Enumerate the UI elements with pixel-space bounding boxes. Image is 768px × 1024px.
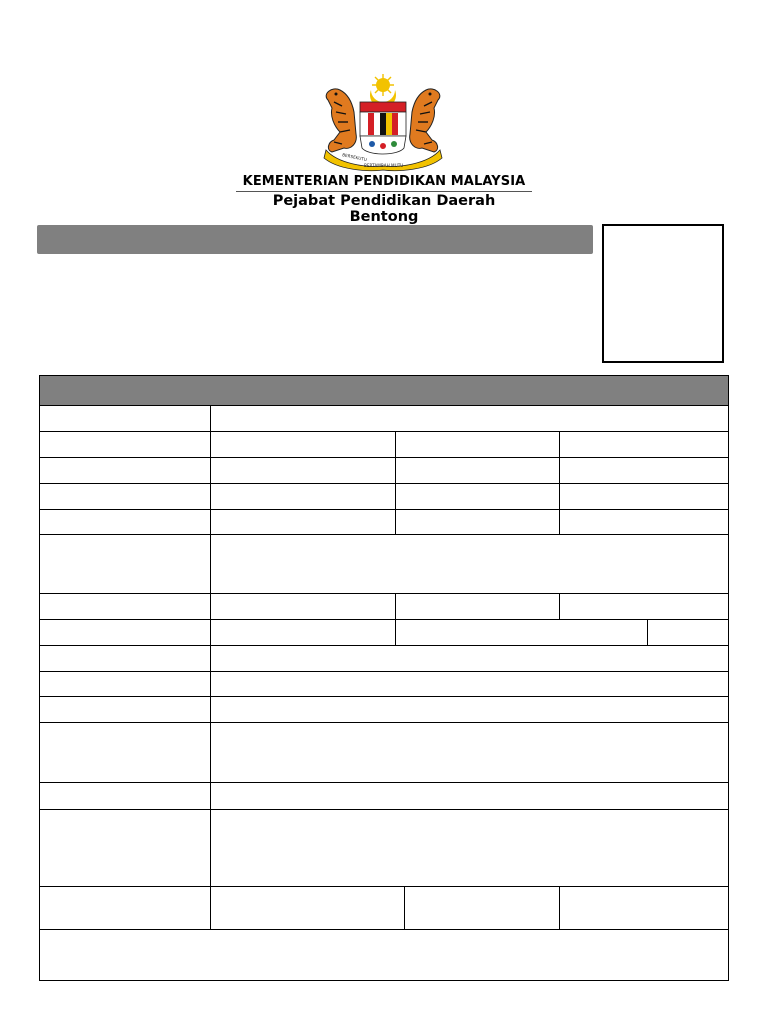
- left-tiger-icon: [326, 89, 356, 152]
- row-divider: [40, 431, 728, 432]
- row-divider: [40, 509, 728, 510]
- row-divider: [40, 809, 728, 810]
- column-divider: [395, 431, 396, 534]
- row-divider: [40, 929, 728, 930]
- column-divider: [559, 593, 560, 619]
- column-divider: [559, 886, 560, 929]
- column-divider: [647, 619, 648, 645]
- motto-right: BERTAMBAH MUTU: [364, 163, 404, 168]
- header-divider: [236, 191, 532, 192]
- ministry-title: KEMENTERIAN PENDIDIKAN MALAYSIA: [242, 174, 526, 189]
- coat-of-arms-logo: [318, 72, 448, 172]
- motto-left: BERSEKUTU: [341, 152, 368, 163]
- column-divider: [395, 593, 396, 619]
- column-divider: [559, 431, 560, 534]
- row-divider: [40, 457, 728, 458]
- row-divider: [40, 483, 728, 484]
- office-title: Pejabat Pendidikan Daerah Bentong: [272, 193, 496, 225]
- row-divider: [40, 782, 728, 783]
- label-column-divider: [210, 405, 211, 929]
- column-divider: [395, 619, 396, 645]
- row-divider: [40, 619, 728, 620]
- right-tiger-icon: [410, 89, 440, 152]
- column-divider: [404, 886, 405, 929]
- photo-box: [602, 224, 724, 363]
- form-title-bar: [37, 225, 593, 254]
- row-divider: [40, 645, 728, 646]
- form-table: [39, 375, 729, 981]
- row-divider: [40, 534, 728, 535]
- row-divider: [40, 722, 728, 723]
- row-divider: [40, 593, 728, 594]
- section-header-bar: [40, 376, 728, 406]
- row-divider: [40, 886, 728, 887]
- row-divider: [40, 671, 728, 672]
- row-divider: [40, 696, 728, 697]
- shield-icon: [360, 102, 406, 154]
